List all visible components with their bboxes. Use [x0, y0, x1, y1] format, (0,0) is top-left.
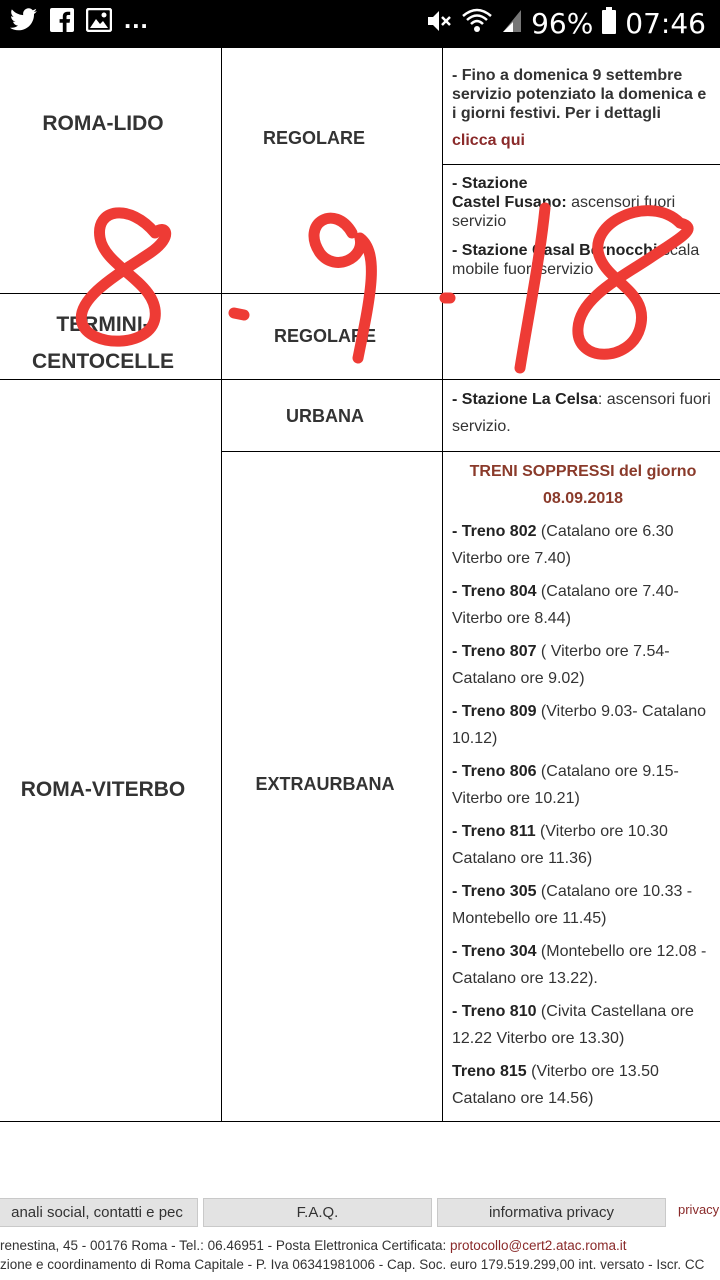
suppressed-trains [452, 458, 714, 1112]
note-casal-bernocchi: - Stazione Casal Bernocchi scala mobile fuori servizio [452, 242, 700, 278]
train-list [452, 518, 714, 1112]
footer-buttons [0, 1198, 720, 1228]
station-notes-roma-lido [452, 174, 714, 279]
battery-icon [601, 7, 617, 40]
line-roma-lido: ROMA-LIDO [42, 112, 164, 135]
train-item: - Treno 305 (Catalano ore 10.33 - Montebello ore 11.45) [452, 883, 693, 927]
status-roma-lido: REGOLARE [262, 128, 365, 148]
privacy-button[interactable]: informativa privacy [437, 1198, 666, 1227]
train-item: - Treno 804 (Catalano ore 7.40- Viterbo ore 8.44) [452, 583, 679, 627]
notes-roma-lido [452, 66, 714, 154]
pec-email-link[interactable]: protocollo@cert2.atac.roma.it [450, 1238, 627, 1253]
line-roma-viterbo: ROMA-VITERBO [20, 778, 186, 801]
footer-address: renestina, 45 - 00176 Roma - Tel.: 06.46951 - Posta Elettronica Certificata: protocollo@cert2.atac.roma.it [0, 1238, 627, 1253]
privacy-link[interactable]: privacy [678, 1202, 720, 1217]
social-contacts-button[interactable]: anali social, contatti e pec [0, 1198, 198, 1227]
footer-company-info: zione e coordinamento di Roma Capitale - P. Iva 06341981006 - Cap. Soc. euro 179.519.299,00 int. versato - Iscr. CC [0, 1257, 705, 1272]
status-termini-centocelle: REGOLARE [273, 326, 376, 346]
train-item: - Treno 807 ( Viterbo ore 7.54- Catalano ore 9.02) [452, 643, 670, 687]
wifi-icon [461, 7, 493, 40]
line-termini-centocelle: TERMINI- CENTOCELLE [32, 313, 174, 373]
train-item: Treno 815 (Viterbo ore 13.50 Catalano ore 14.56) [452, 1063, 659, 1107]
train-item: - Treno 811 (Viterbo ore 10.30 Catalano ore 11.36) [452, 823, 668, 867]
train-item: - Treno 802 (Catalano ore 6.30 Viterbo ore 7.40) [452, 523, 674, 567]
train-item: - Treno 810 (Civita Castellana ore 12.22 Viterbo ore 13.30) [452, 1003, 694, 1047]
train-item: - Treno 806 (Catalano ore 9.15- Viterbo ore 10.21) [452, 763, 679, 807]
train-item: - Treno 304 (Montebello ore 12.08 - Catalano ore 13.22). [452, 943, 707, 987]
suppressed-trains-title: TRENI SOPPRESSI del giorno 08.09.2018 [469, 463, 697, 507]
train-item: - Treno 809 (Viterbo 9.03- Catalano 10.12) [452, 703, 707, 747]
more-notifications: ... [124, 4, 149, 34]
facebook-icon [50, 8, 74, 37]
gallery-icon [86, 8, 112, 37]
status-urbana: URBANA [286, 406, 364, 426]
clock: 07:46 [625, 7, 706, 40]
status-bar [0, 0, 720, 48]
note-la-celsa: - Stazione La Celsa: ascensori fuori servizio. [452, 391, 711, 435]
signal-icon [501, 8, 523, 39]
status-extraurbana: EXTRAURBANA [255, 774, 395, 794]
mute-icon [425, 7, 453, 40]
faq-button[interactable]: F.A.Q. [203, 1198, 432, 1227]
details-link[interactable]: clicca qui [452, 132, 525, 149]
twitter-icon [10, 8, 38, 37]
service-status-table [0, 48, 720, 1122]
battery-percent: 96% [531, 7, 594, 40]
service-notice: - Fino a domenica 9 settembre servizio potenziato la domenica e i giorni festivi. Per i dettagli [452, 67, 707, 122]
note-castel-fusano: - Stazione Castel Fusano: ascensori fuori servizio [452, 175, 676, 230]
